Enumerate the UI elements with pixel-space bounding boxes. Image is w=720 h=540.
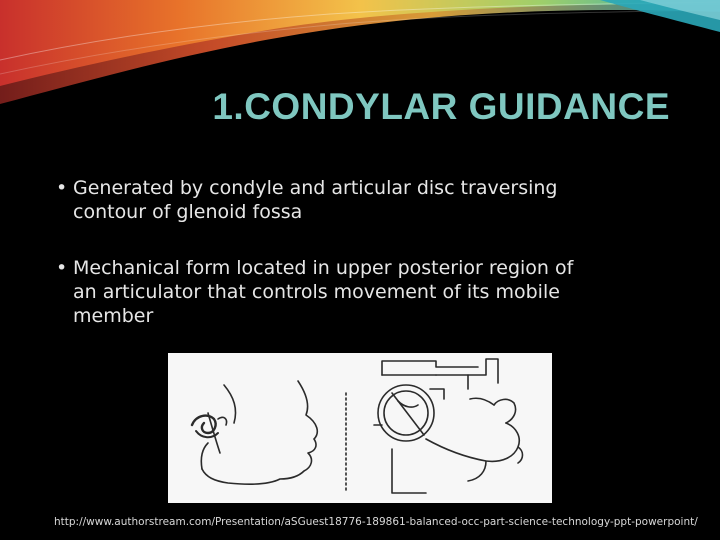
bullet-line: member (73, 305, 154, 327)
source-url: http://www.authorstream.com/Presentation/aSGuest18776-189861-balanced-occ-part-science-technology-ppt-powerpoint/ (54, 516, 698, 528)
slide-title: 1.CONDYLAR GUIDANCE (212, 86, 670, 127)
condylar-guidance-illustration (168, 353, 552, 503)
bullet-marker: • (56, 257, 68, 279)
bullet-item (56, 256, 676, 328)
articulator-drawing (168, 353, 552, 503)
bullet-line: Generated by condyle and articular disc traversing (73, 177, 558, 199)
bullet-item (56, 176, 676, 224)
bullet-line: an articulator that controls movement of its mobile (73, 281, 560, 303)
bullet-line: Mechanical form located in upper posterior region of (73, 257, 574, 279)
bullet-marker: • (56, 177, 68, 199)
bullet-line: contour of glenoid fossa (73, 201, 303, 223)
bullet-list (56, 176, 676, 328)
